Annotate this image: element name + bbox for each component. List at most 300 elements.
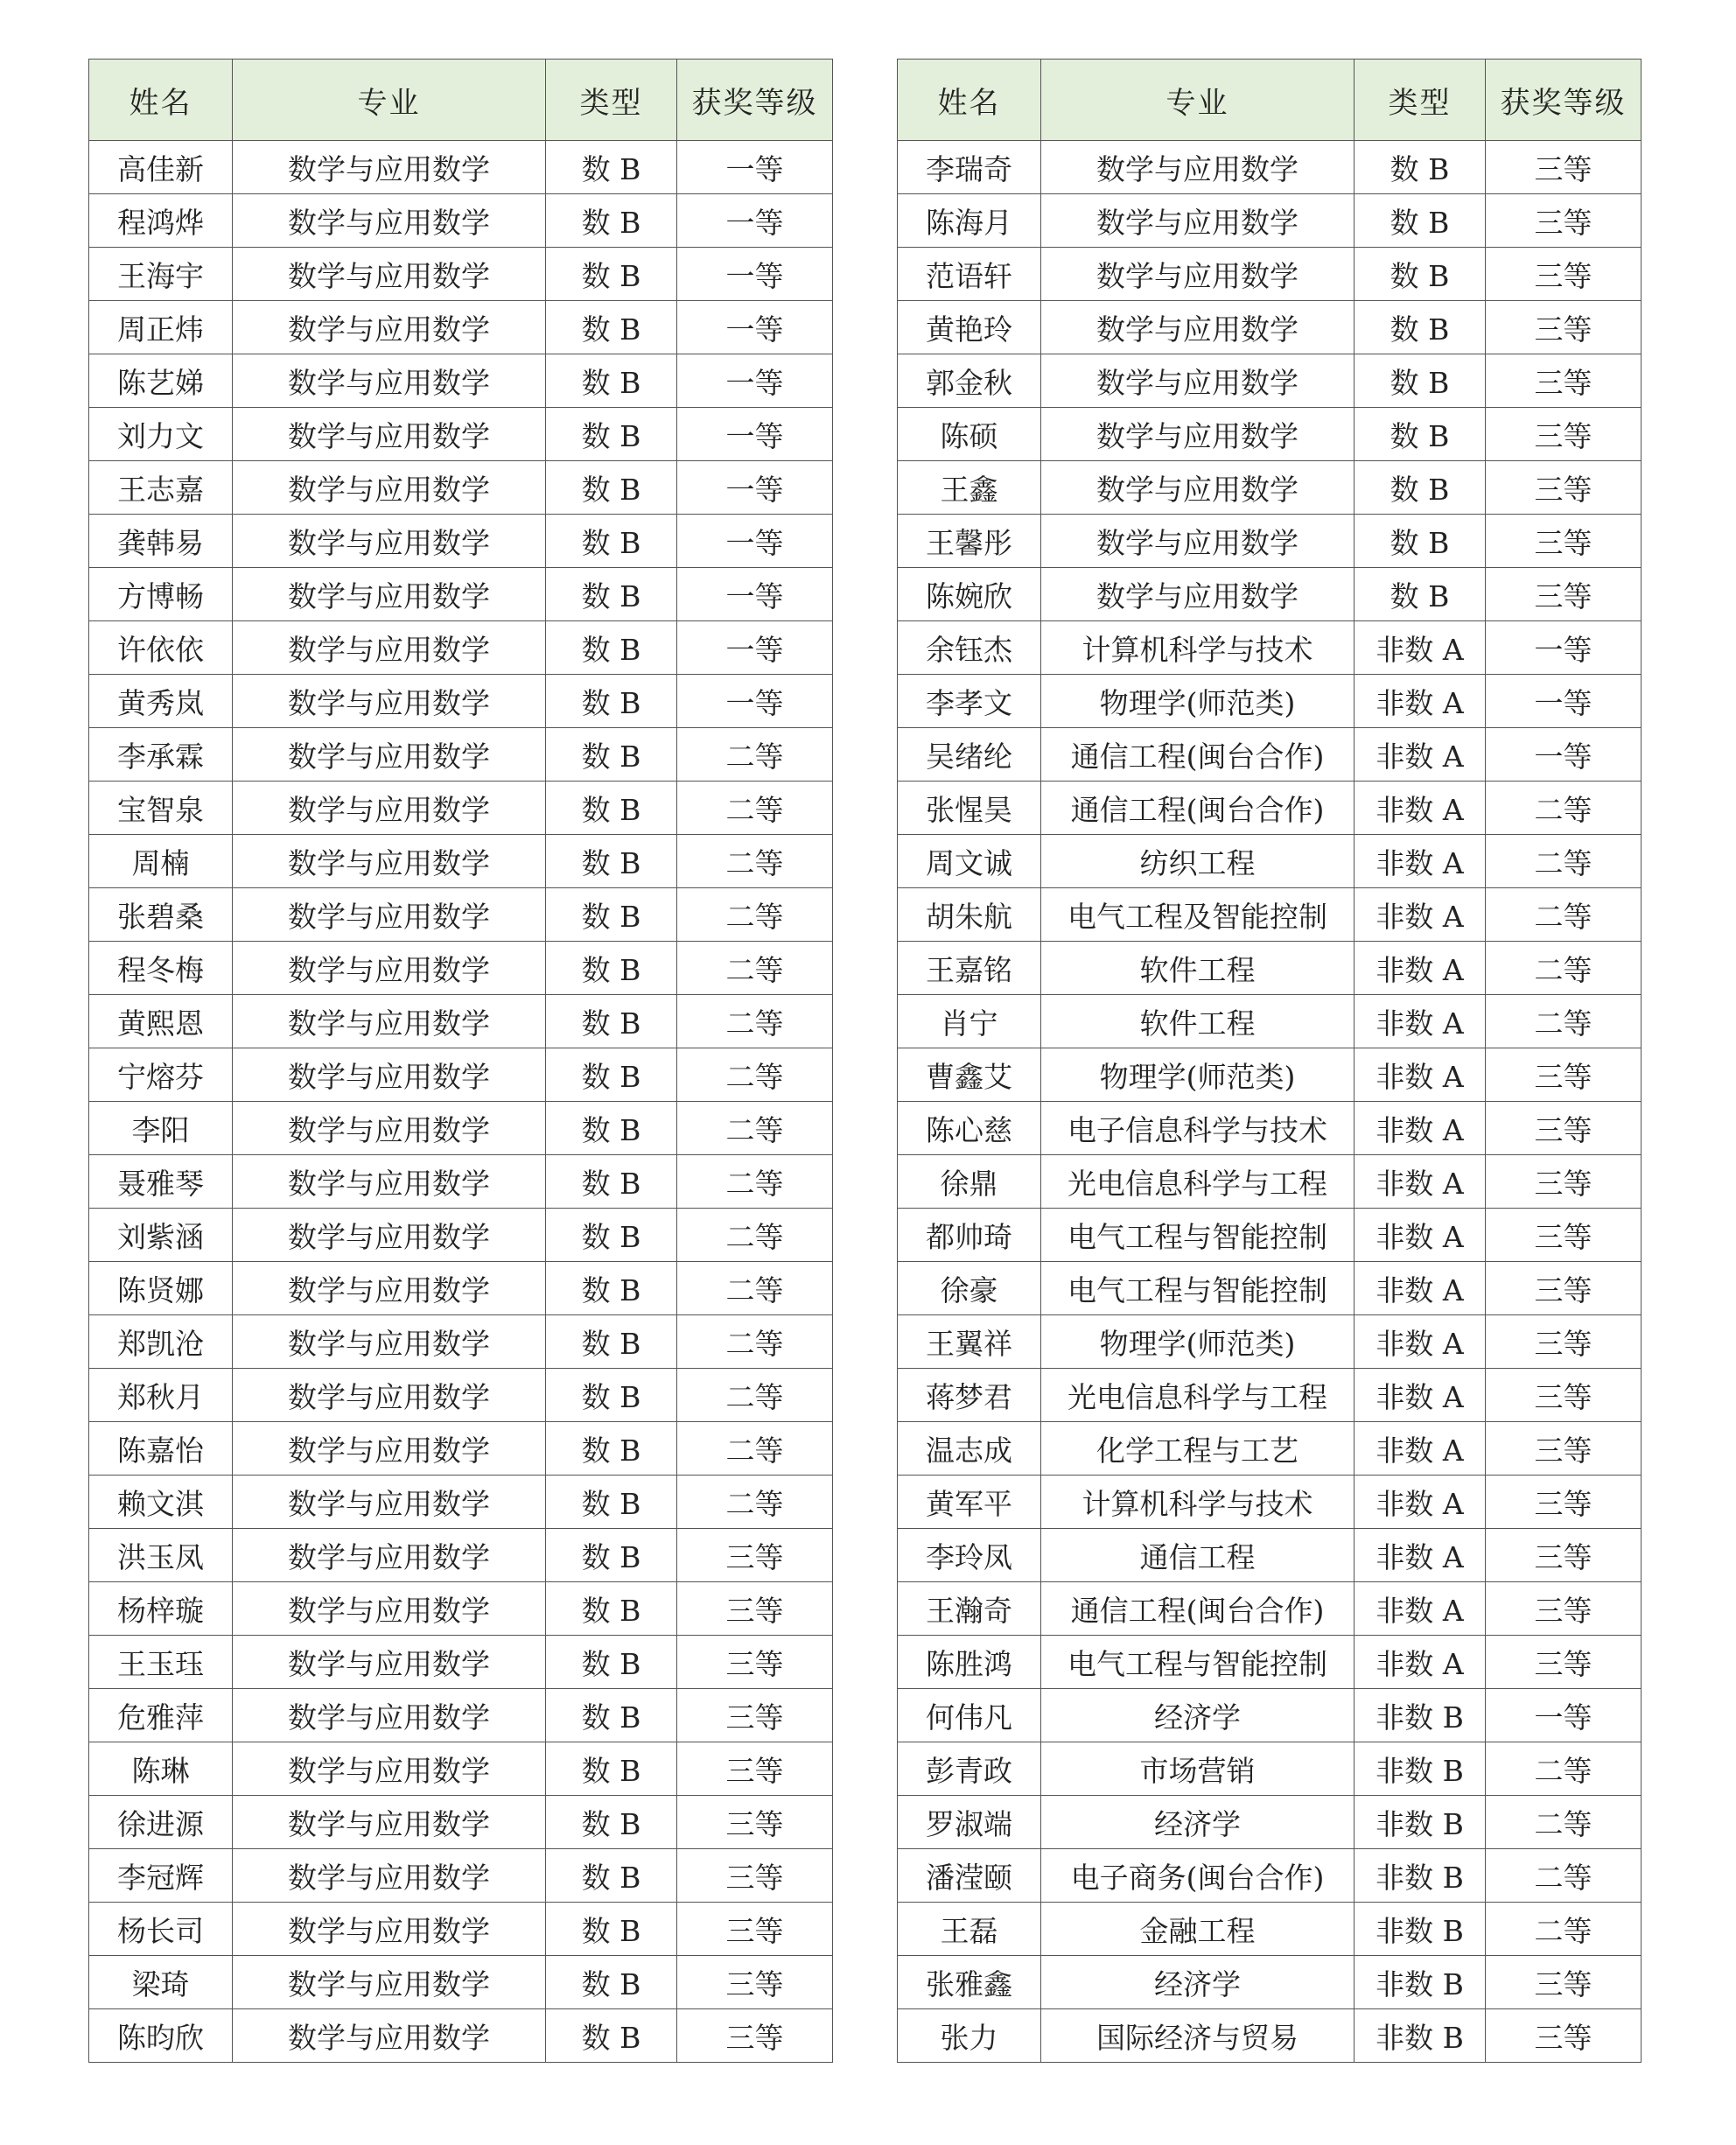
cell-major: 电气工程与智能控制 [1041,1636,1354,1689]
cell-type: 数 B [546,194,677,248]
table-row [898,995,1642,1048]
cell-award-level: 三等 [1486,141,1642,194]
cell-major: 计算机科学与技术 [1041,1476,1354,1529]
cell-type: 数 B [1354,354,1486,408]
header-type: 类型 [1354,60,1486,141]
cell-name: 李阳 [89,1102,233,1155]
cell-award-level: 一等 [677,621,833,675]
cell-name: 陈琳 [89,1742,233,1796]
cell-type: 数 B [546,1155,677,1209]
cell-name: 杨梓璇 [89,1582,233,1636]
table-row [898,1315,1642,1369]
cell-major: 通信工程 [1041,1529,1354,1582]
cell-major: 经济学 [1041,1689,1354,1742]
cell-type: 非数 A [1354,888,1486,942]
cell-award-level: 二等 [677,1262,833,1315]
cell-type: 非数 A [1354,942,1486,995]
table-row [89,1796,833,1849]
cell-name: 王瀚奇 [898,1582,1041,1636]
cell-type: 数 B [546,248,677,301]
cell-type: 数 B [546,1689,677,1742]
table-row [898,1369,1642,1422]
cell-major: 数学与应用数学 [233,621,546,675]
cell-type: 数 B [546,2009,677,2063]
cell-award-level: 三等 [677,1689,833,1742]
table-row [898,888,1642,942]
header-major: 专业 [1041,60,1354,141]
cell-type: 非数 A [1354,1529,1486,1582]
table-row [898,942,1642,995]
table-row [898,782,1642,835]
cell-major: 数学与应用数学 [233,301,546,354]
header-name: 姓名 [898,60,1041,141]
cell-award-level: 三等 [1486,248,1642,301]
cell-name: 王馨彤 [898,515,1041,568]
table-row [89,995,833,1048]
cell-award-level: 三等 [677,1529,833,1582]
cell-award-level: 三等 [1486,354,1642,408]
table-header [89,60,833,141]
table-row [898,1102,1642,1155]
cell-award-level: 三等 [1486,568,1642,621]
cell-major: 数学与应用数学 [1041,248,1354,301]
cell-type: 非数 A [1354,1422,1486,1476]
table-row [89,1262,833,1315]
cell-award-level: 三等 [1486,1956,1642,2009]
cell-name: 何伟凡 [898,1689,1041,1742]
table-row [89,1048,833,1102]
cell-major: 数学与应用数学 [233,1903,546,1956]
cell-name: 曹鑫艾 [898,1048,1041,1102]
cell-name: 李瑞奇 [898,141,1041,194]
cell-award-level: 三等 [677,1956,833,2009]
cell-major: 数学与应用数学 [233,141,546,194]
cell-major: 数学与应用数学 [233,515,546,568]
cell-award-level: 二等 [1486,835,1642,888]
table-row [898,1956,1642,2009]
cell-award-level: 一等 [677,675,833,728]
cell-name: 李孝文 [898,675,1041,728]
table-row [89,461,833,515]
table-row [898,248,1642,301]
cell-major: 物理学(师范类) [1041,1315,1354,1369]
cell-major: 通信工程(闽台合作) [1041,1582,1354,1636]
cell-type: 非数 A [1354,1102,1486,1155]
cell-major: 光电信息科学与工程 [1041,1369,1354,1422]
cell-type: 数 B [546,995,677,1048]
table-row [898,835,1642,888]
cell-major: 电气工程及智能控制 [1041,888,1354,942]
cell-award-level: 三等 [1486,408,1642,461]
cell-name: 王鑫 [898,461,1041,515]
cell-type: 非数 B [1354,2009,1486,2063]
cell-major: 数学与应用数学 [1041,461,1354,515]
cell-name: 程冬梅 [89,942,233,995]
cell-name: 张惺昊 [898,782,1041,835]
cell-award-level: 二等 [677,1048,833,1102]
table-row [898,568,1642,621]
cell-award-level: 三等 [1486,1636,1642,1689]
cell-major: 物理学(师范类) [1041,1048,1354,1102]
table-body [898,141,1642,2063]
cell-name: 张碧桑 [89,888,233,942]
cell-name: 陈嘉怡 [89,1422,233,1476]
cell-major: 数学与应用数学 [233,354,546,408]
cell-major: 市场营销 [1041,1742,1354,1796]
cell-major: 软件工程 [1041,942,1354,995]
cell-major: 数学与应用数学 [233,1422,546,1476]
cell-major: 数学与应用数学 [233,2009,546,2063]
cell-award-level: 三等 [1486,1048,1642,1102]
cell-name: 陈胜鸿 [898,1636,1041,1689]
award-table-left [88,59,833,2063]
cell-major: 数学与应用数学 [233,1956,546,2009]
cell-major: 数学与应用数学 [1041,194,1354,248]
cell-award-level: 三等 [1486,1262,1642,1315]
cell-award-level: 二等 [1486,995,1642,1048]
cell-name: 王磊 [898,1903,1041,1956]
table-row [89,248,833,301]
cell-name: 危雅萍 [89,1689,233,1742]
cell-award-level: 二等 [677,1102,833,1155]
cell-type: 数 B [546,1849,677,1903]
cell-type: 数 B [546,568,677,621]
cell-name: 周楠 [89,835,233,888]
cell-type: 数 B [546,1315,677,1369]
table-row [898,1422,1642,1476]
cell-name: 范语轩 [898,248,1041,301]
table-row [898,675,1642,728]
cell-major: 数学与应用数学 [233,1262,546,1315]
cell-type: 非数 B [1354,1689,1486,1742]
cell-major: 经济学 [1041,1796,1354,1849]
cell-major: 数学与应用数学 [1041,141,1354,194]
cell-type: 非数 B [1354,1796,1486,1849]
cell-award-level: 三等 [1486,1422,1642,1476]
cell-award-level: 二等 [1486,1742,1642,1796]
cell-award-level: 一等 [677,461,833,515]
cell-major: 数学与应用数学 [233,1369,546,1422]
cell-name: 郑秋月 [89,1369,233,1422]
cell-major: 数学与应用数学 [233,194,546,248]
cell-award-level: 三等 [677,1796,833,1849]
cell-award-level: 二等 [677,1422,833,1476]
cell-name: 陈海月 [898,194,1041,248]
cell-major: 电子信息科学与技术 [1041,1102,1354,1155]
cell-major: 数学与应用数学 [233,568,546,621]
cell-name: 高佳新 [89,141,233,194]
table-row [898,515,1642,568]
cell-major: 数学与应用数学 [233,461,546,515]
cell-major: 数学与应用数学 [233,1048,546,1102]
cell-type: 数 B [546,1529,677,1582]
cell-name: 李冠辉 [89,1849,233,1903]
cell-type: 数 B [546,835,677,888]
cell-major: 数学与应用数学 [1041,301,1354,354]
table-row [898,1742,1642,1796]
cell-name: 陈贤娜 [89,1262,233,1315]
cell-type: 数 B [1354,248,1486,301]
cell-award-level: 三等 [1486,461,1642,515]
cell-name: 周文诚 [898,835,1041,888]
cell-name: 方博畅 [89,568,233,621]
table-row [89,1155,833,1209]
cell-type: 数 B [1354,301,1486,354]
table-row [898,408,1642,461]
cell-type: 数 B [1354,568,1486,621]
cell-award-level: 三等 [677,1636,833,1689]
cell-major: 数学与应用数学 [233,835,546,888]
cell-award-level: 三等 [1486,1529,1642,1582]
table-row [898,141,1642,194]
cell-major: 数学与应用数学 [233,675,546,728]
cell-type: 数 B [546,942,677,995]
cell-name: 陈婉欣 [898,568,1041,621]
cell-type: 数 B [546,1048,677,1102]
cell-name: 李玲凤 [898,1529,1041,1582]
cell-major: 数学与应用数学 [233,408,546,461]
cell-name: 黄军平 [898,1476,1041,1529]
cell-name: 潘滢颐 [898,1849,1041,1903]
header-major: 专业 [233,60,546,141]
cell-name: 郭金秋 [898,354,1041,408]
cell-type: 非数 A [1354,675,1486,728]
cell-award-level: 三等 [1486,194,1642,248]
cell-name: 罗淑端 [898,1796,1041,1849]
cell-award-level: 三等 [1486,2009,1642,2063]
cell-type: 数 B [546,728,677,782]
cell-major: 数学与应用数学 [1041,515,1354,568]
cell-name: 黄艳玲 [898,301,1041,354]
cell-type: 非数 B [1354,1956,1486,2009]
cell-name: 黄秀岚 [89,675,233,728]
cell-award-level: 一等 [1486,1689,1642,1742]
cell-name: 陈心慈 [898,1102,1041,1155]
header-type: 类型 [546,60,677,141]
cell-award-level: 三等 [1486,1209,1642,1262]
cell-award-level: 二等 [677,835,833,888]
cell-major: 金融工程 [1041,1903,1354,1956]
cell-major: 化学工程与工艺 [1041,1422,1354,1476]
table-row [898,354,1642,408]
cell-major: 数学与应用数学 [233,1529,546,1582]
cell-award-level: 一等 [677,568,833,621]
cell-type: 非数 A [1354,728,1486,782]
cell-award-level: 三等 [1486,301,1642,354]
header-award-level: 获奖等级 [677,60,833,141]
table-row [898,728,1642,782]
cell-name: 刘力文 [89,408,233,461]
cell-major: 数学与应用数学 [233,1689,546,1742]
table-row [89,1369,833,1422]
table-row [89,675,833,728]
cell-award-level: 二等 [677,995,833,1048]
table-row [898,1155,1642,1209]
table-row [898,461,1642,515]
cell-name: 龚韩易 [89,515,233,568]
cell-award-level: 二等 [1486,942,1642,995]
cell-type: 数 B [546,888,677,942]
cell-award-level: 一等 [677,248,833,301]
cell-award-level: 三等 [1486,1369,1642,1422]
table-row [89,1636,833,1689]
cell-award-level: 二等 [677,1476,833,1529]
cell-award-level: 三等 [677,1742,833,1796]
table-row [89,728,833,782]
table-row [89,942,833,995]
cell-award-level: 二等 [1486,782,1642,835]
cell-type: 非数 A [1354,782,1486,835]
cell-name: 彭青政 [898,1742,1041,1796]
cell-award-level: 二等 [677,1315,833,1369]
cell-award-level: 一等 [677,515,833,568]
cell-award-level: 二等 [677,1155,833,1209]
table-row [89,1956,833,2009]
table-row [89,1903,833,1956]
table-row [89,354,833,408]
cell-major: 数学与应用数学 [233,1315,546,1369]
cell-name: 温志成 [898,1422,1041,1476]
cell-award-level: 二等 [677,1209,833,1262]
cell-award-level: 三等 [677,1903,833,1956]
table-row [89,1742,833,1796]
cell-type: 非数 B [1354,1903,1486,1956]
cell-award-level: 一等 [677,354,833,408]
cell-award-level: 一等 [1486,675,1642,728]
cell-type: 非数 A [1354,1209,1486,1262]
cell-award-level: 三等 [1486,1102,1642,1155]
cell-type: 数 B [546,1422,677,1476]
header-award-level: 获奖等级 [1486,60,1642,141]
cell-major: 数学与应用数学 [233,888,546,942]
cell-major: 电气工程与智能控制 [1041,1262,1354,1315]
cell-name: 蒋梦君 [898,1369,1041,1422]
cell-major: 经济学 [1041,1956,1354,2009]
cell-type: 非数 B [1354,1742,1486,1796]
cell-award-level: 三等 [1486,515,1642,568]
cell-name: 徐豪 [898,1262,1041,1315]
cell-major: 数学与应用数学 [233,1742,546,1796]
table-row [89,515,833,568]
cell-major: 物理学(师范类) [1041,675,1354,728]
table-row [898,1529,1642,1582]
cell-type: 非数 A [1354,1369,1486,1422]
cell-major: 数学与应用数学 [1041,354,1354,408]
cell-type: 数 B [546,675,677,728]
cell-major: 数学与应用数学 [233,1209,546,1262]
cell-major: 数学与应用数学 [233,942,546,995]
cell-type: 数 B [1354,194,1486,248]
cell-award-level: 三等 [1486,1155,1642,1209]
cell-type: 数 B [1354,408,1486,461]
table-row [89,621,833,675]
cell-name: 胡朱航 [898,888,1041,942]
cell-type: 数 B [1354,461,1486,515]
table-row [89,1422,833,1476]
cell-award-level: 三等 [1486,1582,1642,1636]
cell-name: 程鸿烨 [89,194,233,248]
cell-major: 国际经济与贸易 [1041,2009,1354,2063]
cell-type: 数 B [546,354,677,408]
cell-type: 非数 A [1354,995,1486,1048]
table-row [89,1102,833,1155]
cell-name: 徐鼎 [898,1155,1041,1209]
cell-award-level: 二等 [1486,1849,1642,1903]
table-row [89,1689,833,1742]
table-row [898,1636,1642,1689]
cell-type: 数 B [1354,141,1486,194]
cell-name: 肖宁 [898,995,1041,1048]
cell-type: 数 B [1354,515,1486,568]
cell-major: 数学与应用数学 [233,1849,546,1903]
table-row [898,1849,1642,1903]
cell-type: 非数 A [1354,621,1486,675]
cell-type: 数 B [546,1903,677,1956]
cell-award-level: 二等 [677,942,833,995]
cell-major: 通信工程(闽台合作) [1041,782,1354,835]
table-header [898,60,1642,141]
table-row [898,301,1642,354]
cell-major: 电气工程与智能控制 [1041,1209,1354,1262]
cell-award-level: 一等 [677,408,833,461]
cell-award-level: 一等 [677,141,833,194]
cell-name: 余钰杰 [898,621,1041,675]
table-row [898,1209,1642,1262]
table-row [898,1903,1642,1956]
cell-major: 数学与应用数学 [1041,408,1354,461]
cell-type: 数 B [546,1796,677,1849]
cell-major: 光电信息科学与工程 [1041,1155,1354,1209]
cell-type: 非数 A [1354,1582,1486,1636]
cell-type: 非数 A [1354,1476,1486,1529]
cell-award-level: 二等 [677,728,833,782]
cell-award-level: 一等 [1486,728,1642,782]
cell-name: 周正炜 [89,301,233,354]
table-row [89,888,833,942]
table-row [89,141,833,194]
cell-type: 数 B [546,1956,677,2009]
cell-award-level: 三等 [677,1582,833,1636]
table-row [898,2009,1642,2063]
cell-name: 杨长司 [89,1903,233,1956]
award-table-right [897,59,1642,2063]
cell-name: 陈艺娣 [89,354,233,408]
header-row [89,60,833,141]
cell-award-level: 二等 [1486,1796,1642,1849]
cell-name: 梁琦 [89,1956,233,2009]
cell-award-level: 一等 [677,194,833,248]
cell-type: 非数 A [1354,1262,1486,1315]
cell-major: 数学与应用数学 [233,1582,546,1636]
cell-major: 数学与应用数学 [233,1102,546,1155]
cell-type: 数 B [546,1102,677,1155]
table-row [898,194,1642,248]
cell-type: 非数 B [1354,1849,1486,1903]
cell-award-level: 二等 [1486,1903,1642,1956]
cell-award-level: 二等 [1486,888,1642,942]
table-row [89,301,833,354]
cell-award-level: 二等 [677,888,833,942]
cell-type: 数 B [546,141,677,194]
cell-name: 李承霖 [89,728,233,782]
table-row [89,194,833,248]
table-row [89,1582,833,1636]
header-name: 姓名 [89,60,233,141]
cell-name: 陈硕 [898,408,1041,461]
table-row [898,1048,1642,1102]
cell-type: 数 B [546,782,677,835]
cell-name: 黄熙恩 [89,995,233,1048]
